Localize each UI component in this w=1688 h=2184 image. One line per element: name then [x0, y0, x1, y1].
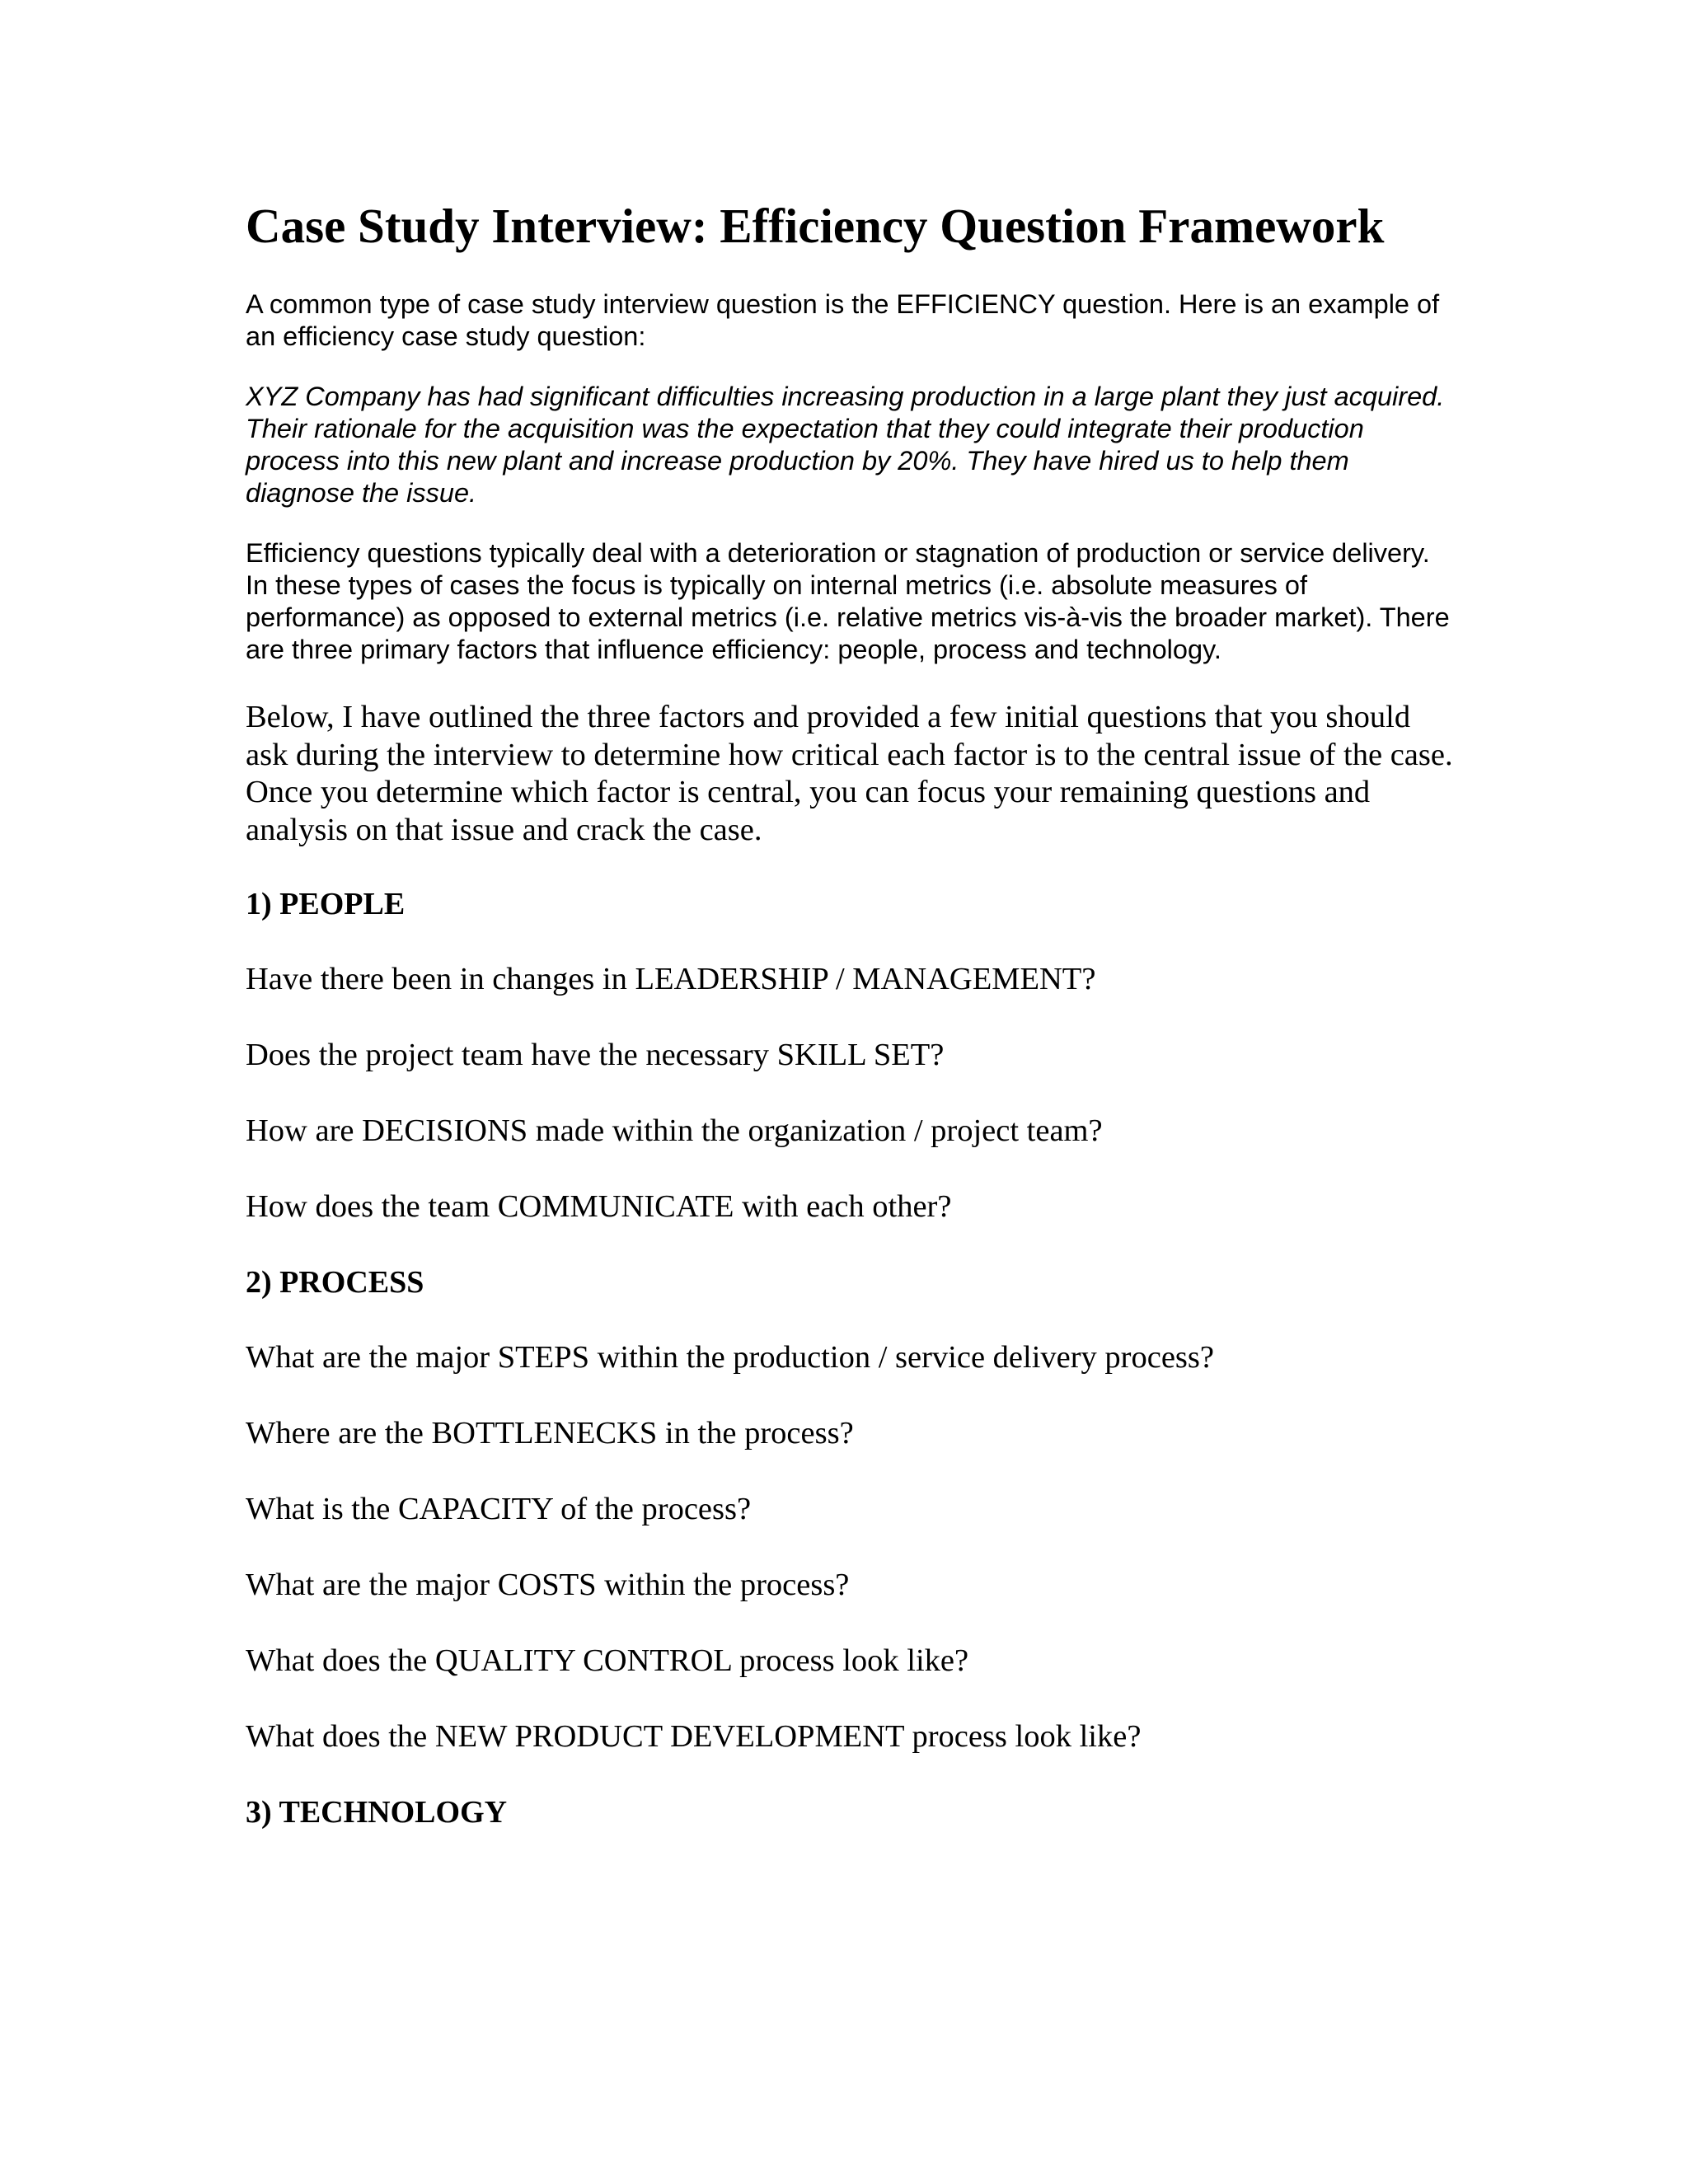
section-heading-process: 2) PROCESS [246, 1265, 424, 1300]
question-item: What is the CAPACITY of the process? [246, 1492, 752, 1526]
question-item: Where are the BOTTLENECKS in the process? [246, 1416, 854, 1451]
process-question-list [246, 1339, 1457, 1755]
question-item: What does the QUALITY CONTROL process look like? [246, 1643, 969, 1678]
document-title: Case Study Interview: Efficiency Question Framework [246, 199, 1385, 253]
question-item: How are DECISIONS made within the organization / project team? [246, 1113, 1103, 1148]
question-item: What does the NEW PRODUCT DEVELOPMENT process look like? [246, 1719, 1142, 1754]
document-body [246, 196, 1457, 1869]
question-item: What are the major STEPS within the production / service delivery process? [246, 1340, 1214, 1375]
section-heading-people: 1) PEOPLE [246, 887, 406, 921]
outline-paragraph: Below, I have outlined the three factors and provided a few initial questions that you should ask during the interview to determine how critical each factor is to the central issue of the case. Once you determine which factor is central, you can focus your remaining questions and analysis on that issue and crack the case. [246, 700, 1453, 847]
explanation-paragraph: Efficiency questions typically deal with a deterioration or stagnation of production or service delivery. In these types of cases the focus is typically on internal metrics (i.e. absolute measures of performance) as opposed to external metrics (i.e. relative metrics vis-à-vis the broader market). There are three primary factors that influence efficiency: people, process and technology. [246, 538, 1450, 664]
people-question-list [246, 961, 1457, 1225]
question-item: What are the major COSTS within the process? [246, 1568, 850, 1602]
section-heading-technology: 3) TECHNOLOGY [246, 1795, 508, 1830]
intro-paragraph: A common type of case study interview question is the EFFICIENCY question. Here is an example of an efficiency case study question: [246, 289, 1440, 351]
question-item: Have there been in changes in LEADERSHIP / MANAGEMENT? [246, 962, 1096, 996]
example-question-paragraph: XYZ Company has had significant difficulties increasing production in a large plant they just acquired. Their rationale for the acquisition was the expectation that they could integrate their production process into this new plant and increase production by 20%. They have hired us to help them diagnose the issue. [246, 382, 1445, 508]
question-item: How does the team COMMUNICATE with each other? [246, 1189, 952, 1224]
question-item: Does the project team have the necessary SKILL SET? [246, 1038, 945, 1072]
